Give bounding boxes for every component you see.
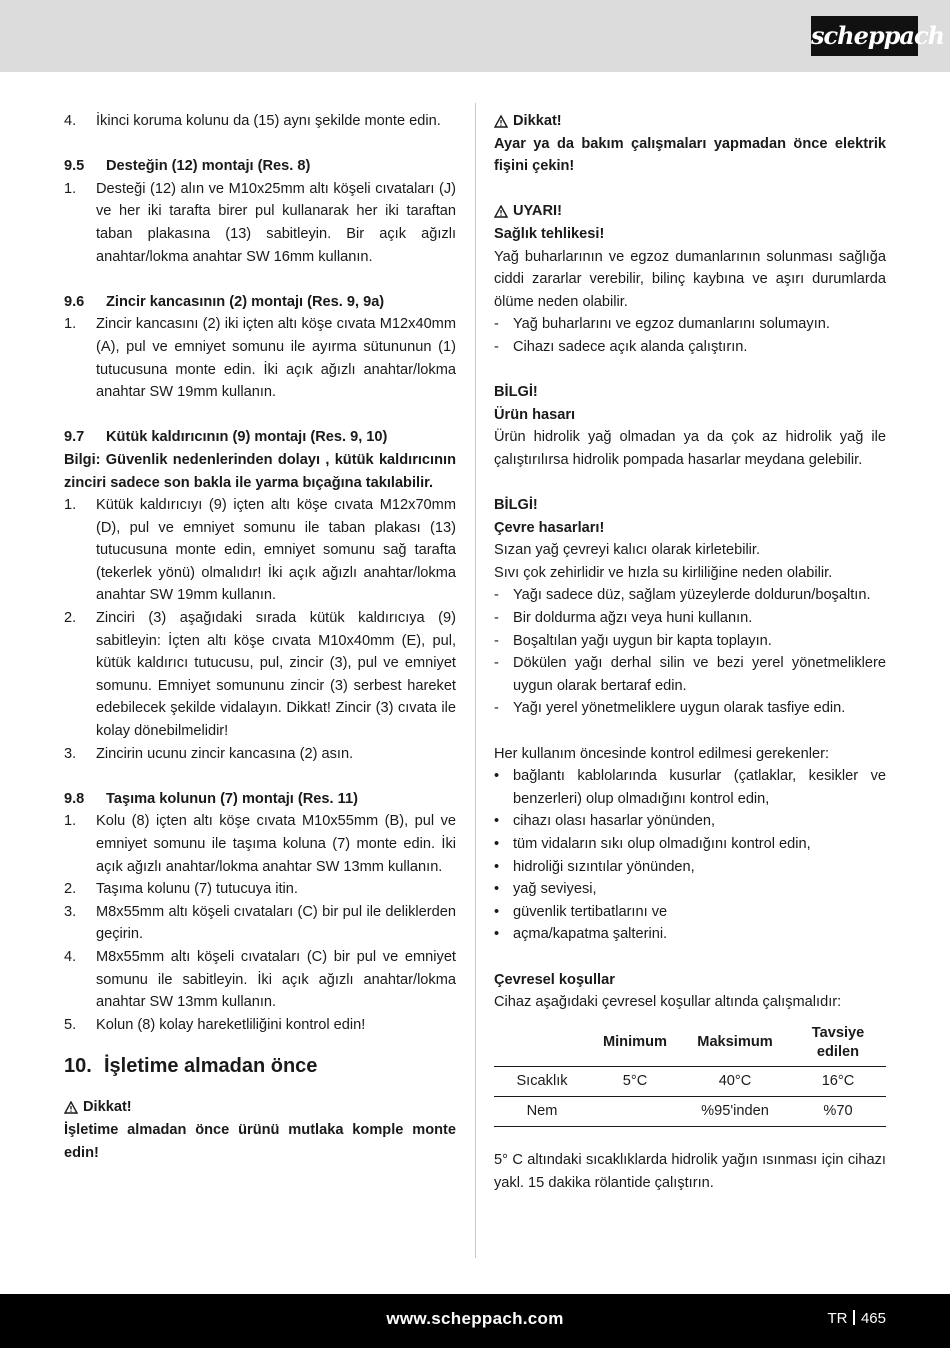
list-item: - Bir doldurma ağzı veya huni kullanın. <box>494 610 753 627</box>
warning-text: İşletime almadan önce ürünü mutlaka komple monte edin! <box>64 1121 456 1161</box>
left-column <box>64 110 456 1164</box>
warning-title: UYARI! <box>494 200 886 223</box>
website-link[interactable]: www.scheppach.com <box>386 1309 564 1328</box>
info-note: Bilgi: Güvenlik nedenlerinden dolayı , kütük kaldırıcının zinciri sadece son bakla ile yarma bıçağına takılabilir. <box>64 451 456 491</box>
list-item: 3. M8x55mm altı köşeli cıvataları (C) bir pul ile deliklerden geçirin. <box>64 903 456 943</box>
list-item: 1. Kolu (8) içten altı köşe cıvata M10x55mm (B), pul ve emniyet somunu ile taşıma koluna (7) monte edin. İki açık ağızlı anahtar/lokma anahtar SW 13mm kullanın. <box>64 813 456 875</box>
warning-title: Dikkat! <box>494 110 886 133</box>
list-item: 2. Taşıma kolunu (7) tutucuya itin. <box>64 881 298 898</box>
item-text: İkinci koruma kolunu da (15) aynı şekilde monte edin. <box>96 113 441 129</box>
list-item-group <box>64 110 456 133</box>
page-header <box>0 0 950 72</box>
list-item: 1. Zincir kancasını (2) iki içten altı köşe cıvata M12x40mm (A), pul ve emniyet somunu ile ayırma sütununun (1) tutucusuna monte edin. İki açık ağızlı anahtar/lokma anahtar SW 19mm kullanın. <box>64 316 456 401</box>
table-cell: %95'inden <box>680 1096 790 1126</box>
list-item: • güvenlik tertibatlarını ve <box>494 903 668 920</box>
list-item: 4. M8x55mm altı köşeli cıvataları (C) bir pul ve emniyet somunu ile sabitleyin. İki açık ağızlı anahtar/lokma anahtar SW 13mm kullanın. <box>64 948 456 1011</box>
list-item: - Boşaltılan yağı uygun bir kapta toplayın. <box>494 632 772 649</box>
language-code: TR <box>827 1310 848 1327</box>
list-item: • cihazı olası hasarlar yönünden, <box>494 813 716 830</box>
section-heading-9-8: 9.8 Taşıma kolunun (7) montajı (Res. 11) <box>64 790 358 807</box>
info-title: BİLGİ! <box>494 384 538 401</box>
table-header-row <box>494 1020 886 1067</box>
warning-text: Ayar ya da bakım çalışmaları yapmadan önce elektrik fişini çekin! <box>494 135 886 175</box>
list-item: • yağ seviyesi, <box>494 881 597 898</box>
list-item: 2. Zinciri (3) aşağıdaki sırada kütük kaldırıcıya (9) sabitleyin: İçten altı köşe cıvata M10x40mm (E), pul, kütük kaldırıcı tutucusu, pul, zincir (3), pul ve emniyet somunu. Emniyet somununu zincir (3) serbest hareket edebilecek şekilde vidalayın. Dikkat! Zincir (3) cıvata ile kolay dönebilmelidir! <box>64 610 456 740</box>
table-header-cell: Maksimum <box>680 1020 790 1067</box>
list-item: 3. Zincirin ucunu zincir kancasına (2) asın. <box>64 745 354 762</box>
list-item: 1. Desteği (12) alın ve M10x25mm altı köşeli cıvataları (J) ve her iki tarafta birer pul kullanarak her iki taraftan taban plakasına (13) sabitleyin. Bir açık ağızlı anahtar/lokma anahtar SW 16mm kullanın. <box>64 180 456 265</box>
info-text: Sıvı çok zehirlidir ve hızla su kirliliğine neden olabilir. <box>494 564 833 581</box>
page-number <box>827 1310 886 1327</box>
page-footer <box>0 1294 950 1348</box>
table-cell: Nem <box>494 1096 590 1126</box>
table-header-cell: Minimum <box>590 1020 680 1067</box>
steps-9-8 <box>64 810 456 1036</box>
list-item: - Yağı sadece düz, sağlam yüzeylerde doldurun/boşaltın. <box>494 587 871 604</box>
dash-list <box>494 584 886 720</box>
list-item: • bağlantı kablolarında kusurlar (çatlaklar, kesikler ve benzerleri) olup olmadığını kontrol edin, <box>494 768 886 807</box>
table-cell: %70 <box>790 1096 886 1126</box>
list-item <box>64 110 456 133</box>
page-number-value: 465 <box>860 1310 886 1327</box>
table-cell <box>590 1096 680 1126</box>
env-intro: Cihaz aşağıdaki çevresel koşullar altında çalışmalıdır: <box>494 994 842 1011</box>
table-header-cell: Tavsiye edilen <box>790 1020 886 1067</box>
section-heading-10: 10. İşletime almadan önce <box>64 1055 318 1078</box>
list-item: - Cihazı sadece açık alanda çalıştırın. <box>494 338 748 355</box>
right-column <box>494 110 886 1195</box>
section-heading-9-6: 9.6 Zincir kancasının (2) montajı (Res. 9, 9a) <box>64 293 385 310</box>
list-item: - Yağ buharlarını ve egzoz dumanlarını solumayın. <box>494 316 830 333</box>
item-number: 4. <box>64 113 77 129</box>
section-heading-9-7: 9.7 Kütük kaldırıcının (9) montajı (Res. 9, 10) <box>64 429 388 446</box>
info-subtitle: Çevre hasarları! <box>494 519 605 536</box>
info-text: Ürün hidrolik yağ olmadan ya da çok az hidrolik yağ ile çalıştırılırsa hidrolik pompada hasarlar meydana gelebilir. <box>494 429 886 468</box>
list-item: - Yağı yerel yönetmeliklere uygun olarak tasfiye edin. <box>494 700 846 717</box>
warning-triangle-icon <box>494 205 508 218</box>
warning-title: Dikkat! <box>64 1096 456 1119</box>
table-cell: 5°C <box>590 1066 680 1096</box>
warmup-note: 5° C altındaki sıcaklıklarda hidrolik yağın ısınması için cihazı yakl. 15 dakika rölantide çalıştırın. <box>494 1152 886 1191</box>
list-item: • açma/kapatma şalterini. <box>494 926 668 943</box>
list-item: • tüm vidaların sıkı olup olmadığını kontrol edin, <box>494 836 811 852</box>
steps-9-5 <box>64 178 456 268</box>
column-divider <box>475 103 476 1258</box>
list-item: - Dökülen yağı derhal silin ve bezi yerel yönetmeliklere uygun olarak bertaraf edin. <box>494 655 886 694</box>
table-cell: 40°C <box>680 1066 790 1096</box>
table-cell: Sıcaklık <box>494 1066 590 1096</box>
table-row <box>494 1096 886 1126</box>
env-title: Çevresel koşullar <box>494 971 615 988</box>
checklist-intro: Her kullanım öncesinde kontrol edilmesi gerekenler: <box>494 745 830 762</box>
env-conditions-table <box>494 1020 886 1127</box>
warning-subtitle: Sağlık tehlikesi! <box>494 225 605 242</box>
table-cell: 16°C <box>790 1066 886 1096</box>
warning-text: Yağ buharlarının ve egzoz dumanlarının solunması sağlığa ciddi zararlar verebilir, bilinç kaybına ve aşırı durumlarda ölüme neden olabilir. <box>494 248 886 310</box>
list-item: 5. Kolun (8) kolay hareketliliğini kontrol edin! <box>64 1016 366 1033</box>
info-subtitle: Ürün hasarı <box>494 406 576 423</box>
table-row <box>494 1066 886 1096</box>
list-item: • hidroliği sızıntılar yönünden, <box>494 858 695 875</box>
warning-triangle-icon <box>494 115 508 128</box>
brand-logo: scheppach <box>811 16 918 56</box>
steps-9-6 <box>64 313 456 403</box>
dash-list <box>494 313 886 358</box>
info-text: Sızan yağ çevreyi kalıcı olarak kirletebilir. <box>494 542 761 559</box>
info-title: BİLGİ! <box>494 497 538 514</box>
warning-triangle-icon <box>64 1101 78 1114</box>
bullet-list <box>494 765 886 946</box>
steps-9-7 <box>64 494 456 765</box>
table-header-cell <box>494 1020 590 1067</box>
list-item: 1. Kütük kaldırıcıyı (9) içten altı köşe cıvata M12x70mm (D), pul ve emniyet somunu ile taban plakası (13) tutucusuna monte edin, emniyet somunu sağ tarafta (tekerlek yönü) olmalıdır! İki açık ağızlı anahtar/lokma anahtar SW 19mm kullanın. <box>64 497 456 604</box>
section-heading-9-5: 9.5 Desteğin (12) montajı (Res. 8) <box>64 158 311 175</box>
